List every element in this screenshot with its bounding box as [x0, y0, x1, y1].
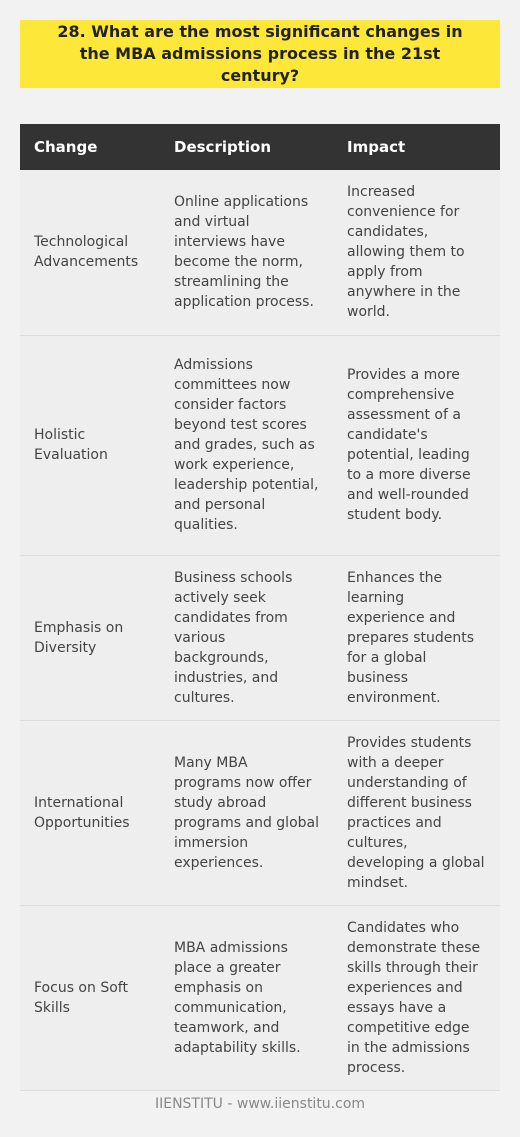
cell-impact: Provides a more comprehensive assessment of a candidate's potential, leading to a more diverse and well-rounded student body.	[333, 335, 500, 555]
table-row	[20, 555, 500, 720]
table-header-row	[20, 124, 500, 170]
cell-description: MBA admissions place a greater emphasis on communication, teamwork, and adaptability skills.	[160, 905, 333, 1090]
cell-description: Online applications and virtual interviews have become the norm, streamlining the application process.	[160, 170, 333, 335]
table-row	[20, 170, 500, 335]
changes-table	[20, 124, 500, 1091]
header-change: Change	[20, 124, 160, 170]
cell-impact: Enhances the learning experience and prepares students for a global business environment.	[333, 555, 500, 720]
table-row	[20, 905, 500, 1090]
title-banner	[20, 20, 500, 88]
cell-impact: Candidates who demonstrate these skills through their experiences and essays have a competitive edge in the admissions process.	[333, 905, 500, 1090]
cell-description: Admissions committees now consider factors beyond test scores and grades, such as work experience, leadership potential, and personal qualities.	[160, 335, 333, 555]
cell-description: Business schools actively seek candidates from various backgrounds, industries, and cultures.	[160, 555, 333, 720]
footer-credit: IIENSTITU - www.iienstitu.com	[154, 1096, 366, 1112]
table-row	[20, 335, 500, 555]
cell-description: Many MBA programs now offer study abroad programs and global immersion experiences.	[160, 720, 333, 905]
header-description: Description	[160, 124, 333, 170]
cell-change: Technological Advancements	[20, 170, 160, 335]
cell-change: Emphasis on Diversity	[20, 555, 160, 720]
page-title: 28. What are the most significant changes in the MBA admissions process in the 21st century?	[57, 22, 463, 85]
cell-change: Holistic Evaluation	[20, 335, 160, 555]
cell-change: International Opportunities	[20, 720, 160, 905]
header-impact: Impact	[333, 124, 500, 170]
cell-change: Focus on Soft Skills	[20, 905, 160, 1090]
table-row	[20, 720, 500, 905]
cell-impact: Increased convenience for candidates, allowing them to apply from anywhere in the world.	[333, 170, 500, 335]
cell-impact: Provides students with a deeper understanding of different business practices and cultures, developing a global mindset.	[333, 720, 500, 905]
